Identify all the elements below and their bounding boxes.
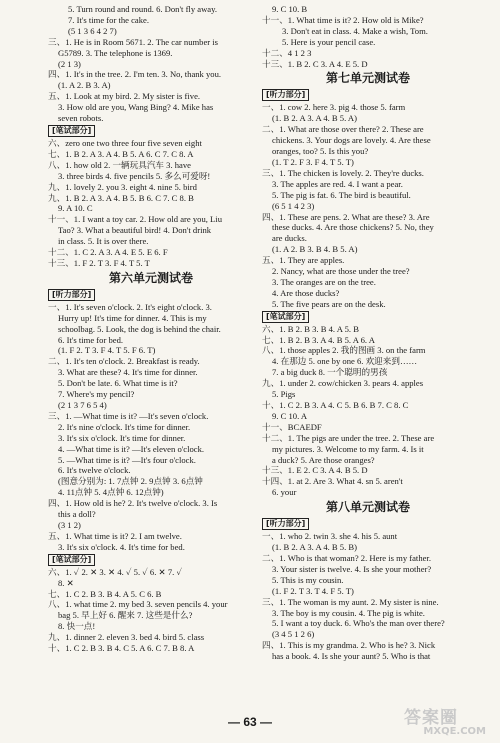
answer-line: 七、1. B 2. B 3. A 4. B 5. A 6. A (262, 334, 375, 345)
answer-line: 十一、1. What time is it? 2. How old is Mike? (262, 14, 424, 25)
page-number: — 63 — (227, 715, 272, 729)
answer-line: 5. Turn round and round. 6. Don't fly away. (68, 4, 217, 14)
answer-line: these ducks. 4. Are those chickens? 5. No, they (272, 222, 434, 233)
answer-line: Hurry up! It's time for dinner. 4. This is my (58, 312, 207, 323)
answer-line: this a doll? (58, 509, 96, 520)
answer-line: 八、1. how old 2. 一辆玩具汽车 3. have (48, 159, 191, 170)
answer-line: 一、1. cow 2. here 3. pig 4. those 5. farm (262, 102, 406, 113)
answer-line: 八、1. what time 2. my bed 3. seven pencils 4. your (48, 599, 228, 610)
answer-line: 六、zero one two three four five seven eight (48, 137, 202, 148)
answer-line: 9. A 10. C (58, 203, 93, 214)
answer-line: 3. How old are you, Wang Bing? 4. Mike has (58, 102, 214, 113)
unit-title: 第七单元测试卷 (325, 71, 410, 86)
answer-line: bag 5. 早上好 6. 醒来 7. 这些是什么? (58, 610, 193, 621)
answer-line: 2. Nancy, what are those under the tree? (272, 266, 410, 277)
watermark-logo (404, 703, 486, 737)
answer-line: 5. —What time is it? —It's four o'clock. (58, 454, 196, 465)
answer-line: 5. Pigs (272, 389, 296, 400)
answer-line: 4. 11点钟 5. 4点钟 6. 12点钟) (58, 487, 164, 498)
answer-line: 五、1. They are apples. (262, 255, 345, 266)
answer-line: 九、1. B 2. A 3. A 4. B 5. B 6. C 7. C 8. B (48, 192, 194, 203)
section-label: [听力部分] (262, 89, 309, 101)
section-label-row (48, 288, 254, 302)
answer-line: (3 1 2) (58, 519, 81, 530)
answer-line: 3. three birds 4. five pencils 5. 多么可爱呀! (58, 170, 211, 181)
answer-line: (1. B 2. A 3. A 4. B 5. A) (272, 113, 357, 124)
answer-line: 十、1. C 2. B 3. A 4. C 5. B 6. B 7. C 8. C (262, 400, 409, 410)
answer-line: (1. F 2. T 3. F 4. T 5. F 6. T) (58, 345, 156, 356)
answer-line: schoolbag. 5. Look, the dog is behind the chair. (58, 323, 221, 334)
section-label-row (262, 517, 474, 531)
answer-line: my pictures. 3. Welcome to my farm. 4. Is it (272, 443, 424, 454)
answer-line: 三、1. —What time is it? —It's seven o'clock. (48, 410, 209, 421)
answer-line: 七、1. C 2. B 3. B 4. A 5. C 6. B (48, 588, 162, 599)
answer-line: 八、1. those apples 2. 我的图画 3. on the farm (262, 345, 426, 356)
answer-line: 一、1. It's seven o'clock. 2. It's eight o'clock. 3. (48, 301, 212, 312)
section-label-row (48, 553, 254, 567)
unit-title: 第八单元测试卷 (325, 500, 410, 515)
answer-line: 十三、1. F 2. T 3. F 4. T 5. T (48, 257, 150, 268)
watermark-text: 答案圈 (404, 708, 458, 728)
answer-line: (1. T 2. F 3. F 4. T 5. T) (272, 156, 354, 167)
answer-line: 6. It's time for bed. (58, 334, 124, 345)
answer-line: 5. The five pears are on the desk. (272, 298, 386, 309)
answer-line: 十四、1. at 2. Are 3. What 4. sn 5. aren't (262, 476, 403, 487)
answer-line: 3. It's six o'clock. It's time for dinner. (58, 432, 186, 443)
section-label: [笔试部分] (48, 125, 95, 137)
answer-line: 十三、1. E 2. C 3. A 4. B 5. D (262, 465, 368, 476)
answer-line: 5. I want a toy duck. 6. Who's the man over there? (272, 618, 445, 629)
answer-line: seven robots. (58, 113, 104, 124)
answer-line: 9. C 10. B (272, 4, 308, 14)
answer-line: 四、1. These are pens. 2. What are these? 3. Are (262, 211, 430, 222)
answer-line: 一、1. who 2. twin 3. she 4. his 5. aunt (262, 531, 398, 542)
answer-line: 三、1. He is in Room 5671. 2. The car number is (48, 36, 219, 47)
answer-line: a duck? 5. Are those oranges? (272, 454, 375, 465)
answer-line: 二、1. It's ten o'clock. 2. Breakfast is ready. (48, 356, 200, 367)
answer-line: 十二、1. The pigs are under the tree. 2. These are (262, 432, 435, 443)
section-label: [听力部分] (48, 289, 95, 301)
answer-line: 四、1. It's in the tree. 2. I'm ten. 3. No, thank you. (48, 69, 222, 80)
answer-line: (3 4 5 1 2 6) (272, 629, 315, 640)
answer-line: 九、1. lovely 2. you 3. eight 4. nine 5. bird (48, 181, 197, 192)
answer-line: 7. Where's my pencil? (58, 389, 135, 400)
section-label-row (262, 88, 474, 102)
answer-line: 7. a big duck 8. 一个聪明的男孩 (272, 367, 388, 378)
answer-line: (2 1 3 7 6 5 4) (58, 400, 107, 410)
answer-line: Tao? 3. What a beautiful bird! 4. Don't drink (58, 225, 212, 236)
section-label-row (262, 310, 474, 324)
watermark-url: MXQE.COM (423, 726, 486, 737)
answer-line: (6 5 1 4 2 3) (272, 200, 315, 211)
section-label-row (48, 124, 254, 138)
answer-line: 5. The pig is fat. 6. The bird is beautiful. (272, 189, 411, 200)
answer-line: 6. your (272, 487, 297, 498)
answer-line: 四、1. This is my grandma. 2. Who is he? 3. Nick (262, 640, 436, 651)
answer-line: 7. It's time for the cake. (68, 14, 150, 25)
answer-line: 4. 在那边 5. one by one 6. 欢迎来到…… (272, 356, 418, 367)
answer-line: 3. Don't eat in class. 4. Make a wish, Tom. (282, 25, 428, 36)
answer-line: (图意分别为: 1. 7点钟 2. 9点钟 3. 6点钟 (58, 476, 203, 487)
answer-line: 9. C 10. A (272, 410, 308, 421)
answer-line: G5789. 3. The telephone is 1369. (58, 47, 173, 58)
answer-line: 十二、4 1 2 3 (262, 47, 312, 58)
answer-line: 九、1. dinner 2. eleven 3. bed 4. bird 5. class (48, 632, 205, 643)
section-label: [笔试部分] (48, 554, 95, 566)
answer-line: 8. ✕ (58, 577, 74, 588)
answer-line: 3. The boy is my cousin. 4. The pig is white. (272, 607, 425, 618)
answer-line: (2 1 3) (58, 58, 81, 69)
answer-line: 三、1. The chicken is lovely. 2. They're ducks. (262, 167, 424, 178)
answer-line: 2. It's nine o'clock. It's time for dinner. (58, 421, 191, 432)
answer-line: 5. Here is your pencil case. (282, 36, 376, 47)
answer-line: 六、1. B 2. B 3. B 4. A 5. B (262, 323, 359, 334)
section-label: [笔试部分] (262, 311, 309, 323)
answer-line: 4. Are those ducks? (272, 287, 340, 298)
answer-line: 3. The oranges are on the tree. (272, 276, 376, 287)
answer-line: 四、1. How old is he? 2. It's twelve o'clock. 3. Is (48, 498, 218, 509)
answer-line: 3. It's six o'clock. 4. It's time for bed. (58, 541, 185, 552)
answer-line: 3. What are these? 4. It's time for dinner. (58, 367, 198, 378)
answer-line: 五、1. What time is it? 2. I am twelve. (48, 530, 182, 541)
answer-line: (1. B 2. A 3. A 4. B 5. B) (272, 542, 357, 553)
section-label: [听力部分] (262, 518, 309, 530)
answer-line: 五、1. Look at my bird. 2. My sister is five. (48, 91, 201, 102)
answer-line: 十一、BCAEDF (262, 421, 322, 432)
answer-line: in class. 5. It is over there. (58, 236, 149, 247)
answer-line: are ducks. (272, 233, 307, 244)
answer-line: has a book. 4. Is she your aunt? 5. Who is that (272, 651, 431, 662)
answer-line: (1. A 2. B 3. A) (58, 80, 111, 91)
answer-line: 十、1. C 2. B 3. B 4. C 5. A 6. C 7. B 8. A (48, 643, 195, 654)
left-column (48, 4, 254, 654)
answer-line: 二、1. What are those over there? 2. These are (262, 124, 424, 135)
answer-line: (1. F 2. T 3. T 4. F 5. T) (272, 585, 354, 596)
answer-line: 十一、1. I want a toy car. 2. How old are you, Liu (48, 214, 222, 225)
answer-line: 十三、1. B 2. C 3. A 4. E 5. D (262, 58, 368, 69)
answer-line: (1. A 2. B 3. B 4. B 5. A) (272, 244, 358, 255)
answer-line: 3. Your sister is twelve. 4. Is she your mother? (272, 563, 432, 574)
answer-line: 5. This is my cousin. (272, 574, 344, 585)
answer-line: (5 1 3 6 4 2 7) (68, 25, 117, 36)
answer-line: 8. 快一点! (58, 621, 96, 632)
unit-title: 第六单元测试卷 (108, 270, 193, 285)
right-column (262, 4, 474, 662)
answer-line: 二、1. Who is that woman? 2. Here is my father. (262, 552, 431, 563)
answer-line: 3. The apples are red. 4. I want a pear. (272, 178, 403, 189)
answer-line: chickens. 3. Your dogs are lovely. 4. Are these (272, 135, 431, 146)
answer-line: 九、1. under 2. cow/chicken 3. pears 4. apples (262, 378, 424, 389)
answer-line: 十二、1. C 2. A 3. A 4. E 5. E 6. F (48, 247, 168, 258)
answer-line: 六、1. ✓ 2. ✕ 3. ✕ 4. ✓ 5. ✓ 6. ✕ 7. ✓ (48, 566, 183, 577)
answer-line: 6. It's twelve o'clock. (58, 465, 131, 476)
answer-line: oranges, too? 5. Is this you? (272, 146, 369, 157)
answer-line: 三、1. The woman is my aunt. 2. My sister is nine. (262, 596, 439, 607)
answer-line: 七、1. B 2. A 3. A 4. B 5. A 6. C 7. C 8. A (48, 148, 194, 159)
answer-line: 4. —What time is it? —It's eleven o'clock. (58, 443, 205, 454)
answer-line: 5. Don't be late. 6. What time is it? (58, 378, 178, 389)
